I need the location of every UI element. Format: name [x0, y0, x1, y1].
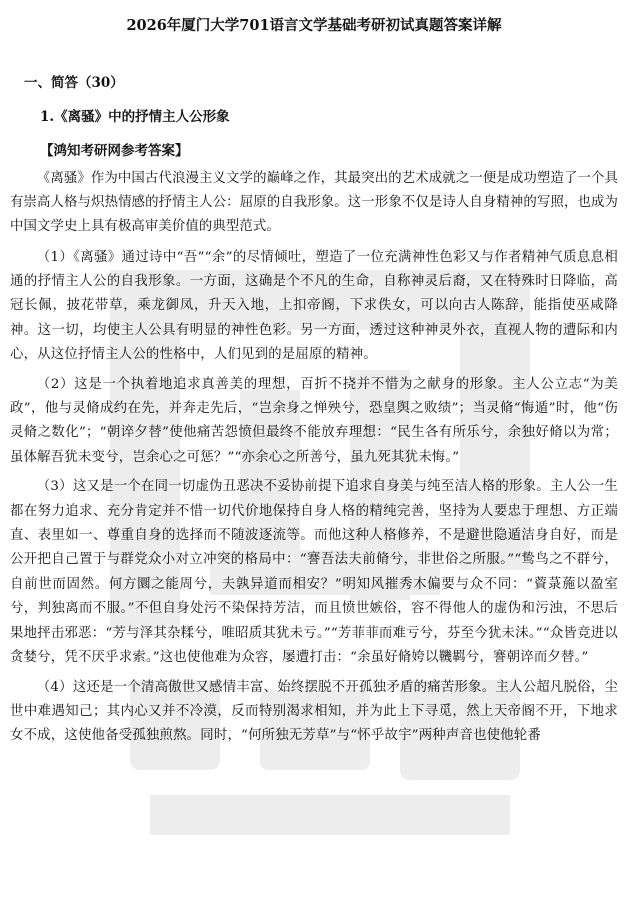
answer-label: 【鸿知考研网参考答案】 [40, 143, 189, 159]
section-heading: 一、简答（30） [24, 75, 124, 91]
document-title: 2026年厦门大学701语言文学基础考研初试真题答案详解 [126, 17, 502, 34]
paragraph-point-2: （2）这是一个执着地追求真善美的理想，百折不挠并不惜为之献身的形象。主人公立志“为美政”，他与灵脩成约在先，并奔走先后，“岂余身之惮殃兮，恐皇舆之败绩”；当灵脩“悔遁”时，他“伤灵脩之数化”；“朝谇夕替”使他痛苦怨愤但最终不能放弃理想：“民生各有所乐兮，余独好脩以为常；虽体解吾犹未变兮，岂余心之可惩？”“亦余心之所善兮，虽九死其犹未悔。” [10, 376, 618, 465]
paragraph-point-3: （3）这又是一个在同一切虚伪丑恶决不妥协前提下追求自身美与纯至洁人格的形象。主人公一生都在努力追求、充分肯定并不惜一切代价地保持自身人格的精纯完善，坚持为人要忠于理想、方正端直、表里如一、尊重自身的选择而不随波逐流等。而他这种人格修养，不是避世隐遁洁身自好，而是公开把自己置于与群党众小对立冲突的格局中：“謇吾法夫前脩兮，非世俗之所服。”“鸷鸟之不群兮，自前世而固然。何方圜之能周兮，夫孰异道而相安？”明知风摧秀木偏要与众不同：“薋菉葹以盈室兮，判独离而不服。”不但自身处污不染保持芳洁，而且愤世嫉俗，容不得他人的虚伪和污浊，不思后果地抨击邪恶：“芳与泽其杂糅兮，唯昭质其犹未亏。”“芳菲菲而难亏兮，芬至今犹未沬。”“众皆竞进以贪婪兮，凭不厌乎求索。”这也使他难为众容，屡遭打击：“余虽好脩姱以鞿羁兮，謇朝谇而夕替。” [10, 479, 618, 666]
paragraph-intro: 《离骚》作为中国古代浪漫主义文学的巅峰之作，其最突出的艺术成就之一便是成功塑造了一个具有崇高人格与炽热情感的抒情主人公：屈原的自我形象。这一形象不仅是诗人自身精神的写照，也成为中国文学史上具有极高审美价值的典型范式。 [10, 171, 618, 235]
paragraph-point-1: （1）《离骚》通过诗中“吾”“余”的尽情倾吐，塑造了一位充满神性色彩又与作者精神气质息息相通的抒情主人公的自我形象。一方面，这确是个不凡的生命，自称神灵后裔，又在特殊时日降临，高冠长佩，披花带草，乘龙御凤，升天入地，上扣帝阍，下求佚女，可以向古人陈辞，能指使巫咸降神。这一切，均使主人公具有明显的神性色彩。另一方面，透过这种神灵外衣，直视人物的遭际和内心，从这位抒情主人公的性格中，人们见到的是屈原的精神。 [10, 249, 618, 363]
question-heading: 1.《离骚》中的抒情主人公形象 [40, 109, 230, 125]
paragraph-point-4: （4）这还是一个清高傲世又感情丰富、始终摆脱不开孤独矛盾的痛苦形象。主人公超凡脱俗，尘世中难遇知己；其内心又并不冷漠，反而特别渴求相知，并为此上下寻觅，然上天帝阍不开，下地求女不成，这使他备受孤独煎熬。同时，“何所独无芳草”与“怀乎故宇”两种声音也使他轮番 [10, 679, 618, 744]
